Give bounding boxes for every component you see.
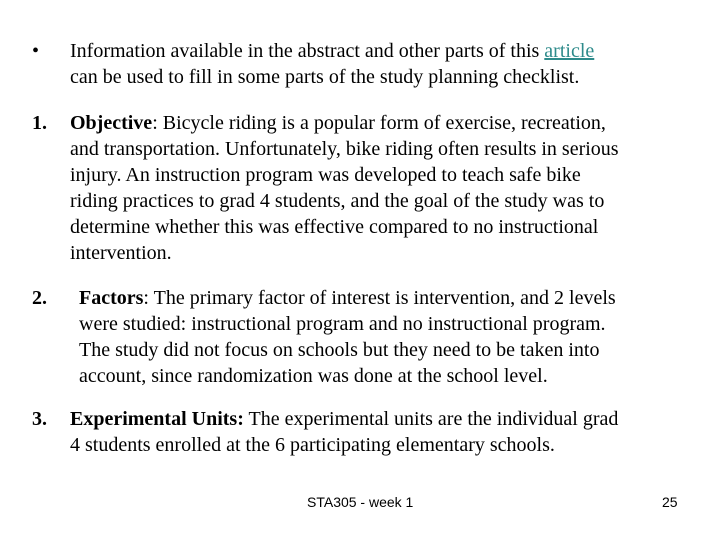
objective-line: intervention.: [70, 242, 172, 264]
objective-line: riding practices to grad 4 students, and the goal of the study was to: [70, 190, 605, 212]
objective-line: determine whether this was effective compared to no instructional: [70, 216, 599, 238]
objective-text: : Bicycle riding is a popular form of exercise, recreation,: [152, 112, 606, 134]
item-number: 2.: [32, 287, 47, 309]
item-number: 1.: [32, 112, 47, 134]
factors-heading: Factors: [79, 287, 144, 309]
objective-line-1: [70, 110, 619, 136]
factors-line-1: [79, 285, 616, 311]
objective-heading: Objective: [70, 112, 153, 134]
objective-line: injury. An instruction program was developed to teach safe bike: [70, 164, 581, 186]
intro-text-1: Information available in the abstract and other parts of this: [70, 40, 545, 62]
factors-text: : The primary factor of interest is intervention, and 2 levels: [143, 287, 616, 309]
factors-line: were studied: instructional program and no instructional program.: [79, 313, 606, 335]
units-heading: Experimental Units:: [70, 408, 244, 430]
units-text: The experimental units are the individual grad: [243, 408, 619, 430]
factors-line: account, since randomization was done at the school level.: [79, 365, 548, 387]
units-line: 4 students enrolled at the 6 participating elementary schools.: [70, 434, 555, 456]
units-line-1: [70, 406, 618, 432]
intro-line-2: can be used to fill in some parts of the study planning checklist.: [70, 66, 580, 88]
factors-line: The study did not focus on schools but they need to be taken into: [79, 339, 600, 361]
item-number: 3.: [32, 408, 47, 430]
objective-line: and transportation. Unfortunately, bike riding often results in serious: [70, 138, 619, 160]
bullet-marker: •: [32, 40, 40, 62]
page-number: 25: [662, 494, 678, 510]
intro-line-1: [70, 38, 594, 64]
article-link[interactable]: article: [544, 40, 595, 62]
footer-label: STA305 - week 1: [307, 494, 414, 510]
